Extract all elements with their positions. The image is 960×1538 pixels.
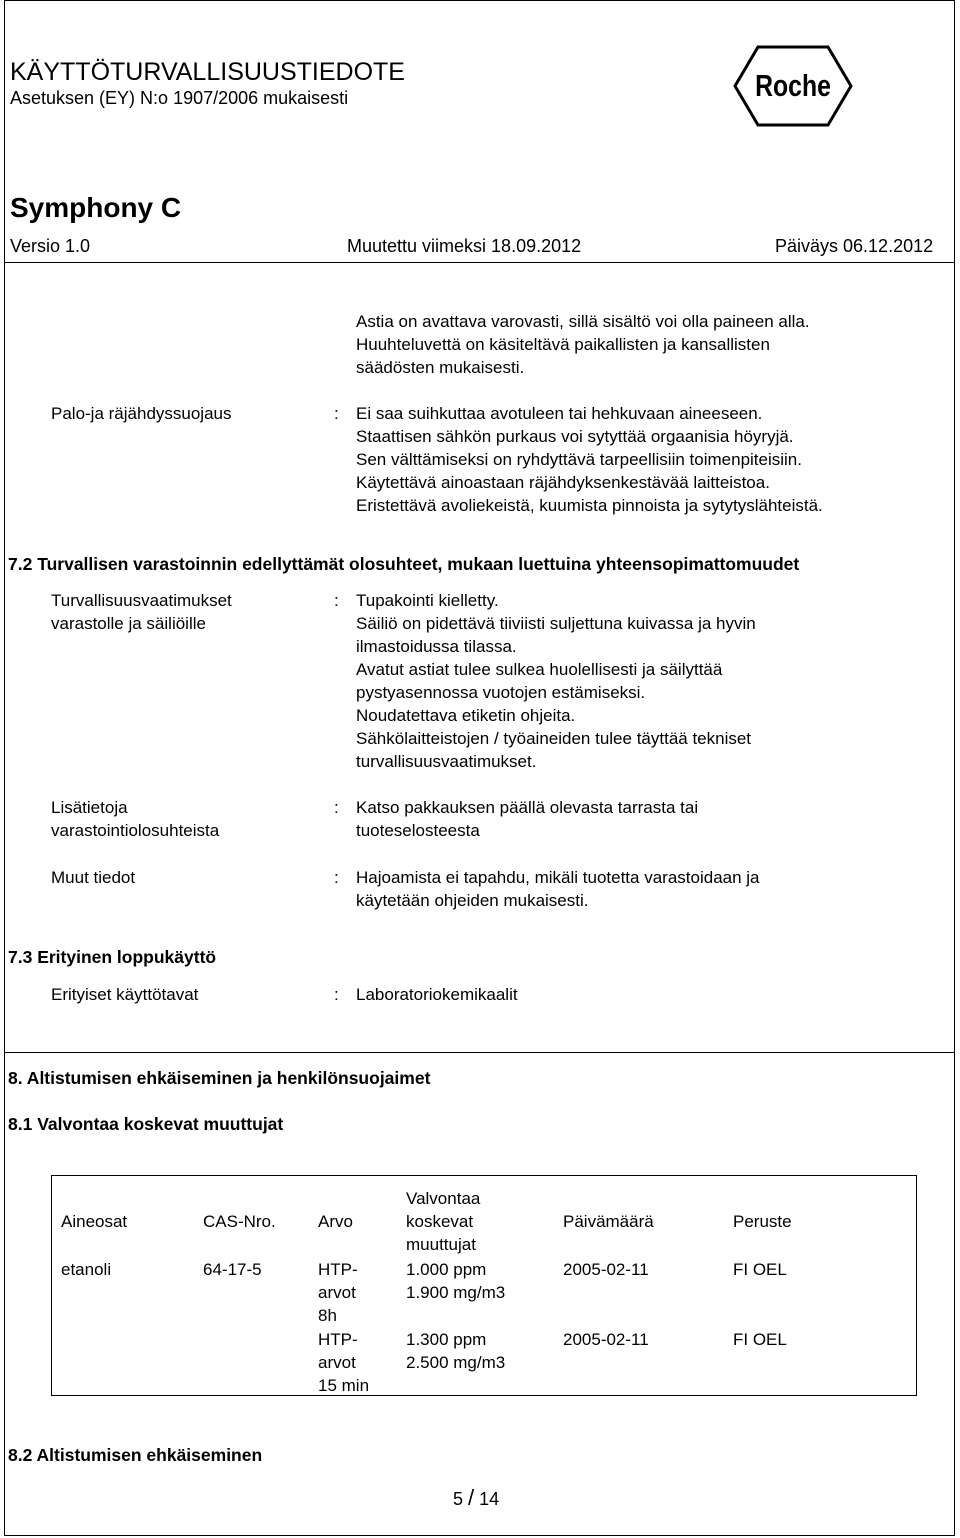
- text-line: Noudatettava etiketin ohjeita.: [356, 706, 576, 725]
- text-line: käytetään ohjeiden mukaisesti.: [356, 891, 589, 910]
- text-line: 1.300 ppm: [406, 1330, 487, 1349]
- text-line: 1.900 mg/m3: [406, 1283, 506, 1302]
- text-line: Tupakointi kielletty.: [356, 591, 499, 610]
- text-line: 1.000 ppm: [406, 1260, 487, 1279]
- section-8-1-heading: 8.1 Valvontaa koskevat muuttujat: [8, 1114, 284, 1134]
- text-line: muuttujat: [406, 1235, 476, 1254]
- text-line: Katso pakkauksen päällä olevasta tarrasta tai: [356, 798, 699, 817]
- colon: :: [334, 591, 339, 610]
- table-cell-value: [318, 1258, 358, 1327]
- table-cell-basis: FI OEL: [733, 1330, 787, 1349]
- text-line: Käytettävä ainoastaan räjähdyksenkestävää laitteistoa.: [356, 473, 770, 492]
- colon: :: [334, 868, 339, 887]
- table-cell-substance: etanoli: [61, 1260, 112, 1279]
- text-line: 2.500 mg/m3: [406, 1353, 506, 1372]
- fire-label: Palo-ja räjähdyssuojaus: [51, 404, 232, 423]
- document-subtitle: Asetuksen (EY) N:o 1907/2006 mukaisesti: [10, 88, 349, 108]
- product-name: Symphony C: [10, 192, 182, 223]
- text-line: HTP-: [318, 1260, 358, 1279]
- version-text: Versio 1.0: [10, 236, 91, 256]
- text-line: Eristettävä avoliekeistä, kuumista pinnoista ja sytytyslähteistä.: [356, 496, 823, 515]
- page-separator: /: [468, 1485, 475, 1510]
- text-line: Turvallisuusvaatimukset: [51, 591, 232, 610]
- storage-info-label: [51, 796, 219, 842]
- text-line: Sen välttämiseksi on ryhdyttävä tarpeellisiin toimenpiteisiin.: [356, 450, 802, 469]
- text-line: ilmastoidussa tilassa.: [356, 637, 517, 656]
- column-header-date: Päivämäärä: [563, 1212, 654, 1231]
- table-cell-cas: 64-17-5: [203, 1260, 262, 1279]
- text-line: Lisätietoja: [51, 798, 128, 817]
- column-header-substance: Aineosat: [61, 1212, 128, 1231]
- text-line: Staattisen sähkön purkaus voi sytyttää orgaanisia höyryjä.: [356, 427, 794, 446]
- document-title: KÄYTTÖTURVALLISUUSTIEDOTE: [10, 58, 405, 86]
- text-line: Säiliö on pidettävä tiiviisti suljettuna kuivassa ja hyvin: [356, 614, 756, 633]
- text-line: Avatut astiat tulee sulkea huolellisesti ja säilyttää: [356, 660, 723, 679]
- section-8-2-heading: 8.2 Altistumisen ehkäiseminen: [8, 1445, 263, 1465]
- storage-req-text: [356, 589, 756, 773]
- text-line: pystyasennossa vuotojen estämiseksi.: [356, 683, 646, 702]
- section-divider: [4, 1052, 955, 1053]
- text-line: Huuhteluvettä on käsiteltävä paikallisten ja kansallisten: [356, 335, 770, 354]
- column-header-parameters: [406, 1187, 480, 1256]
- column-header-value: Arvo: [318, 1212, 353, 1231]
- text-line: Astia on avattava varovasti, sillä sisältö voi olla paineen alla.: [356, 312, 810, 331]
- total-pages: 14: [479, 1489, 500, 1509]
- special-use-value: Laboratoriokemikaalit: [356, 985, 518, 1004]
- header-divider: [4, 262, 955, 263]
- text-line: Valvontaa: [406, 1189, 481, 1208]
- text-line: Ei saa suihkuttaa avotuleen tai hehkuvaan aineeseen.: [356, 404, 763, 423]
- text-line: Hajoamista ei tapahdu, mikäli tuotetta varastoidaan ja: [356, 868, 760, 887]
- column-header-basis: Peruste: [733, 1212, 792, 1231]
- colon: :: [334, 798, 339, 817]
- storage-info-text: [356, 796, 698, 842]
- text-line: Sähkölaitteistojen / työaineiden tulee täyttää tekniset: [356, 729, 752, 748]
- text-line: varastolle ja säiliöille: [51, 614, 206, 633]
- text-line: 8h: [318, 1306, 337, 1325]
- text-line: HTP-: [318, 1330, 358, 1349]
- fire-text: [356, 402, 823, 517]
- modified-text: Muutettu viimeksi 18.09.2012: [347, 236, 582, 256]
- text-line: arvot: [318, 1283, 356, 1302]
- other-info-label: Muut tiedot: [51, 868, 136, 887]
- section-7-3-heading: 7.3 Erityinen loppukäyttö: [8, 947, 217, 967]
- page-number: [453, 1485, 499, 1511]
- table-cell-date: 2005-02-11: [563, 1260, 649, 1279]
- logo-text: Roche: [755, 68, 831, 103]
- date-text: Päiväys 06.12.2012: [775, 236, 934, 256]
- special-use-label: Erityiset käyttötavat: [51, 985, 199, 1004]
- column-header-cas: CAS-Nro.: [203, 1212, 276, 1231]
- colon: :: [334, 985, 339, 1004]
- table-cell-value: [318, 1328, 369, 1397]
- text-line: arvot: [318, 1353, 356, 1372]
- other-info-text: [356, 866, 760, 912]
- section-8-heading: 8. Altistumisen ehkäiseminen ja henkilönsuojaimet: [8, 1068, 431, 1088]
- text-line: 15 min: [318, 1376, 370, 1395]
- text-line: säädösten mukaisesti.: [356, 358, 525, 377]
- text-line: tuoteselosteesta: [356, 821, 480, 840]
- table-cell-parameters: [406, 1328, 505, 1374]
- table-cell-parameters: [406, 1258, 505, 1304]
- storage-req-label: [51, 589, 232, 635]
- table-cell-date: 2005-02-11: [563, 1330, 649, 1349]
- text-line: koskevat: [406, 1212, 474, 1231]
- text-line: varastointiolosuhteista: [51, 821, 220, 840]
- section-7-2-heading: 7.2 Turvallisen varastoinnin edellyttämät olosuhteet, mukaan luettuina yhteensopimattomuudet: [8, 554, 800, 574]
- handling-continued: [356, 310, 810, 379]
- colon: :: [334, 404, 339, 423]
- text-line: turvallisuusvaatimukset.: [356, 752, 537, 771]
- table-cell-basis: FI OEL: [733, 1260, 787, 1279]
- current-page: 5: [453, 1489, 464, 1509]
- roche-logo: [733, 43, 853, 134]
